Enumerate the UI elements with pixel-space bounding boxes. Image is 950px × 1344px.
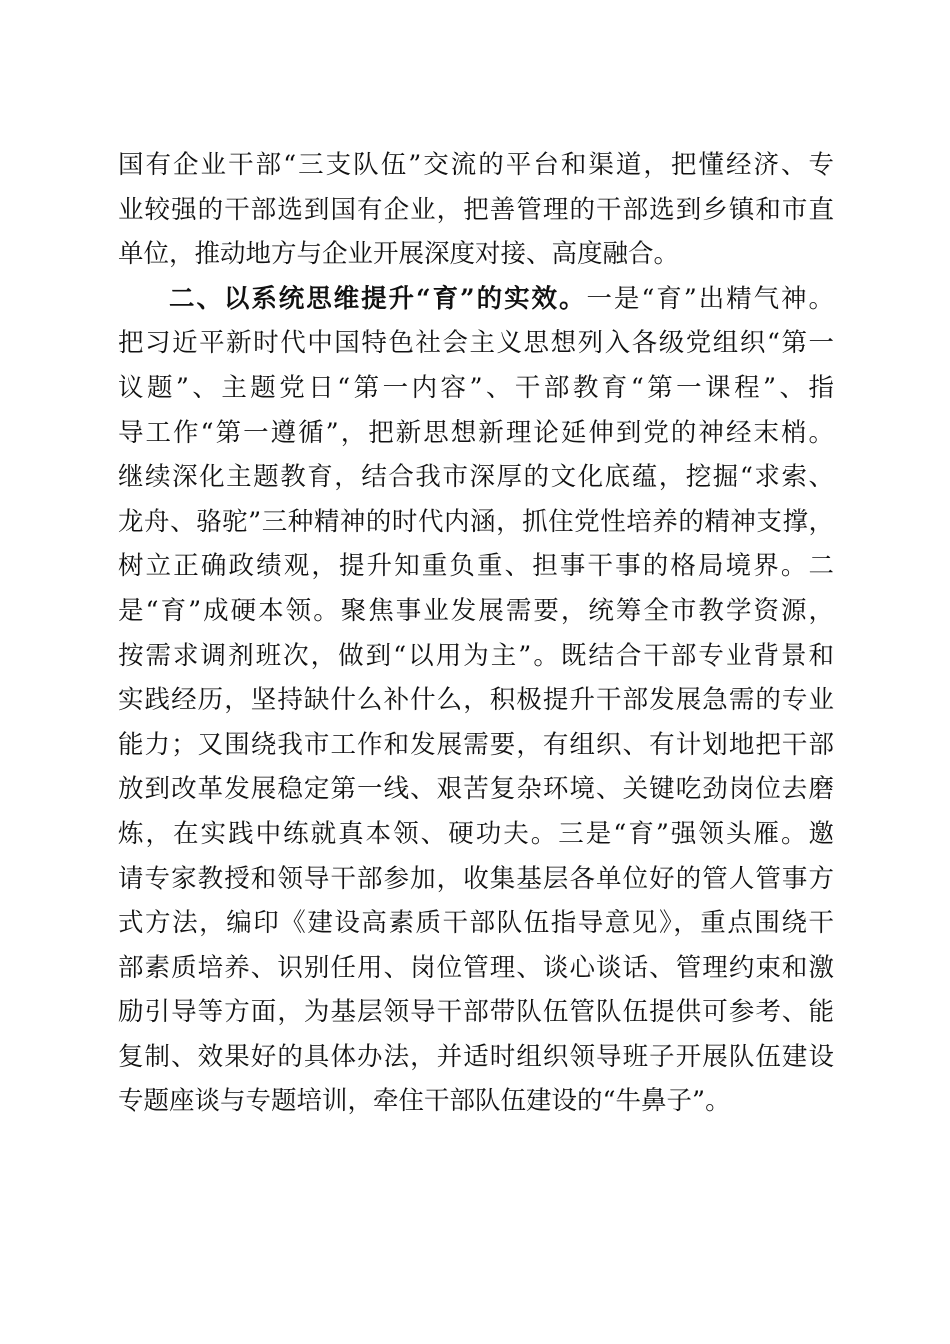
text-line: 式方法，编印《建设高素质干部队伍指导意见》，重点围绕干 <box>118 908 834 939</box>
text-line: 请专家教授和领导干部参加，收集基层各单位好的管人管事方 <box>118 863 834 894</box>
text-line: 是“育”成硬本领。聚焦事业发展需要，统筹全市教学资源， <box>118 595 834 626</box>
text-line: 按需求调剂班次，做到“以用为主”。既结合干部专业背景和 <box>118 640 834 671</box>
text-line: 专题座谈与专题培训，牵住干部队伍建设的“牛鼻子”。 <box>118 1086 731 1117</box>
text-span: 一是“育”出精气神。 <box>586 283 834 314</box>
text-line: 树立正确政绩观，提升知重负重、担事干事的格局境界。二 <box>118 551 834 582</box>
text-line: 把习近平新时代中国特色社会主义思想列入各级党组织“第一 <box>118 328 834 359</box>
text-line: 励引导等方面，为基层领导干部带队伍管队伍提供可参考、能 <box>118 997 834 1028</box>
text-line: 部素质培养、识别任用、岗位管理、谈心谈话、管理约束和激 <box>118 952 834 983</box>
text-line: 单位，推动地方与企业开展深度对接、高度融合。 <box>118 239 680 270</box>
text-line: 业较强的干部选到国有企业，把善管理的干部选到乡镇和市直 <box>118 194 834 225</box>
text-line: 继续深化主题教育，结合我市深厚的文化底蕴，挖掘“求索、 <box>118 462 834 493</box>
text-line: 炼，在实践中练就真本领、硬功夫。三是“育”强领头雁。邀 <box>118 818 834 849</box>
text-line: 能力；又围绕我市工作和发展需要，有组织、有计划地把干部 <box>118 729 834 760</box>
text-line: 复制、效果好的具体办法，并适时组织领导班子开展队伍建设 <box>118 1041 834 1072</box>
text-line: 放到改革发展稳定第一线、艰苦复杂环境、关键吃劲岗位去磨 <box>118 774 834 805</box>
section-heading-line <box>118 277 834 322</box>
text-line: 龙舟、骆驼”三种精神的时代内涵，抓住党性培养的精神支撑， <box>118 506 834 537</box>
section-heading: 二、以系统思维提升“育”的实效。 <box>169 283 587 314</box>
body-text <box>118 143 834 1124</box>
text-line: 导工作“第一遵循”，把新思想新理论延伸到党的神经末梢。 <box>118 417 834 448</box>
text-line: 国有企业干部“三支队伍”交流的平台和渠道，把懂经济、专 <box>118 150 834 180</box>
text-line: 议题”、主题党日“第一内容”、干部教育“第一课程”、指 <box>118 372 834 403</box>
text-line: 实践经历，坚持缺什么补什么，积极提升干部发展急需的专业 <box>118 685 834 716</box>
